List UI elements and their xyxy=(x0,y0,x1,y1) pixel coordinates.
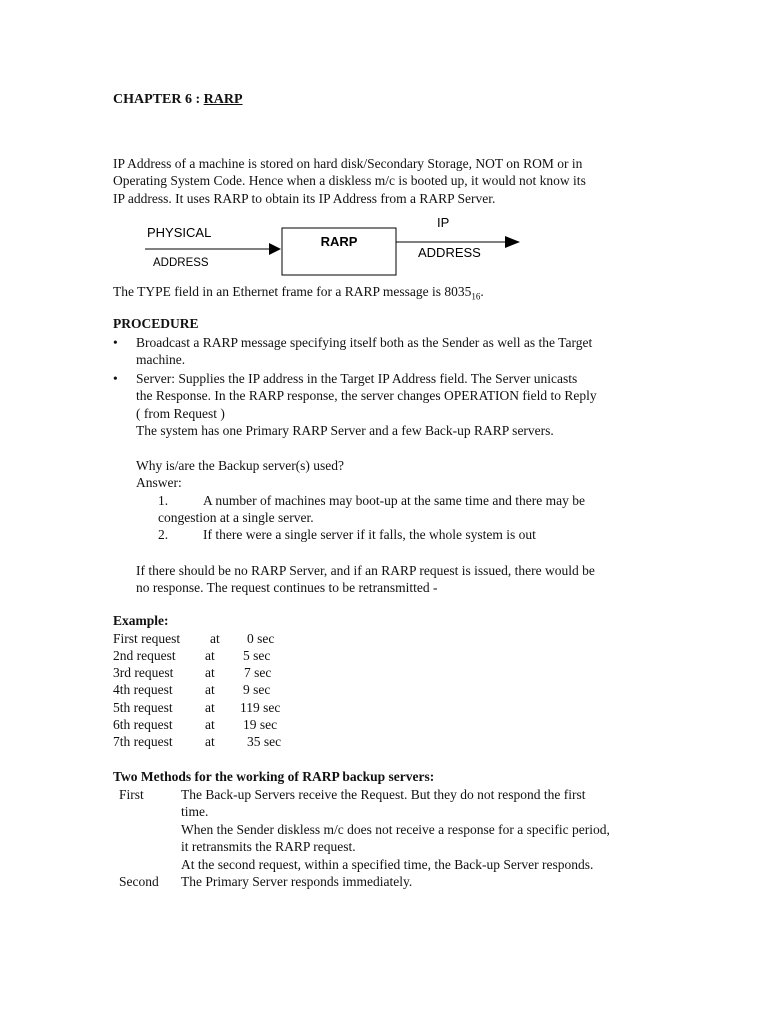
chapter-prefix: CHAPTER 6 : xyxy=(113,92,201,107)
backup-question: Why is/are the Backup server(s) used? xyxy=(136,458,345,473)
example-time: 119 sec xyxy=(240,700,281,715)
method-first-line: time. xyxy=(181,804,209,819)
address-label-right: ADDRESS xyxy=(418,245,481,260)
example-at: at xyxy=(210,631,220,646)
example-request: 3rd request xyxy=(113,665,174,680)
bullet-line: ( from Request ) xyxy=(136,405,225,421)
example-at: at xyxy=(205,717,215,732)
procedure-heading: PROCEDURE xyxy=(113,316,199,331)
bullet-icon: • xyxy=(113,371,118,386)
chapter-title: RARP xyxy=(203,92,243,107)
example-at: at xyxy=(205,682,215,697)
bullet-icon: • xyxy=(113,335,118,350)
bullet-line: machine. xyxy=(136,352,186,368)
example-row xyxy=(113,647,313,664)
bullet-line: The system has one Primary RARP Server and a few Back-up RARP servers. xyxy=(136,423,554,439)
answer-1-line-2: congestion at a single server. xyxy=(158,510,314,525)
example-at: at xyxy=(205,734,215,749)
note-line: no response. The request continues to be retransmitted - xyxy=(136,580,438,595)
note-line: If there should be no RARP Server, and if an RARP request is issued, there would be xyxy=(136,563,595,578)
example-at: at xyxy=(205,665,215,680)
input-arrow-head xyxy=(269,243,281,255)
example-time: 19 sec xyxy=(243,717,278,732)
example-row xyxy=(113,733,313,750)
answer-2-line-1: If there were a single server if it falls, the whole system is out xyxy=(203,527,536,542)
example-request: 4th request xyxy=(113,682,173,697)
intro-line: Operating System Code. Hence when a diskless m/c is booted up, it would not know its xyxy=(113,173,586,189)
example-time: 35 sec xyxy=(247,734,282,749)
method-first-line: The Back-up Servers receive the Request. But they do not respond the first xyxy=(181,787,586,802)
bullet-line: Broadcast a RARP message specifying itself both as the Sender as well as the Target xyxy=(136,335,593,350)
method-first-line: it retransmits the RARP request. xyxy=(181,839,356,854)
answer-1-number: 1. xyxy=(158,493,169,508)
method-first-line: When the Sender diskless m/c does not receive a response for a specific period, xyxy=(181,822,610,837)
rarp-diagram xyxy=(130,210,550,290)
intro-line: IP Address of a machine is stored on hard disk/Secondary Storage, NOT on ROM or in xyxy=(113,156,583,171)
answer-2-number: 2. xyxy=(158,527,169,542)
physical-label: PHYSICAL xyxy=(147,225,212,240)
rarp-box-label: RARP xyxy=(320,234,358,249)
output-arrow-head xyxy=(505,236,520,248)
method-first-line: At the second request, within a specified time, the Back-up Server responds. xyxy=(181,857,594,872)
example-row xyxy=(113,699,313,716)
example-row xyxy=(113,716,313,733)
example-at: at xyxy=(205,648,215,663)
example-time: 0 sec xyxy=(247,631,275,646)
chapter-heading xyxy=(113,91,243,108)
example-request: First request xyxy=(113,631,181,646)
example-request: 6th request xyxy=(113,717,173,732)
methods-heading: Two Methods for the working of RARP backup servers: xyxy=(113,769,435,784)
example-time: 7 sec xyxy=(244,665,272,680)
answer-1-line-1: A number of machines may boot-up at the same time and there may be xyxy=(203,493,586,508)
method-second-label: Second xyxy=(119,874,159,889)
example-heading: Example: xyxy=(113,613,169,628)
example-row xyxy=(113,664,313,681)
example-time: 9 sec xyxy=(243,682,271,697)
type-field-subscript: 16 xyxy=(471,291,481,302)
type-field-end: . xyxy=(480,284,484,299)
method-first-label: First xyxy=(119,787,144,802)
answer-label: Answer: xyxy=(136,475,182,490)
example-row xyxy=(113,630,313,647)
example-request: 5th request xyxy=(113,700,173,715)
example-time: 5 sec xyxy=(243,648,271,663)
example-request: 2nd request xyxy=(113,648,176,663)
example-request: 7th request xyxy=(113,734,173,749)
address-label-left: ADDRESS xyxy=(153,257,209,269)
example-row xyxy=(113,681,313,698)
bullet-line: Server: Supplies the IP address in the Target IP Address field. The Server unicasts xyxy=(136,371,578,386)
type-field-text: The TYPE field in an Ethernet frame for a RARP message is 8035 xyxy=(113,284,472,299)
intro-paragraph xyxy=(113,155,673,207)
intro-line: IP address. It uses RARP to obtain its IP Address from a RARP Server. xyxy=(113,190,496,206)
type-field-line xyxy=(113,283,484,306)
method-second-line: The Primary Server responds immediately. xyxy=(181,874,413,889)
ip-label: IP xyxy=(437,215,450,230)
bullet-line: the Response. In the RARP response, the server changes OPERATION field to Reply xyxy=(136,388,597,404)
example-at: at xyxy=(205,700,215,715)
